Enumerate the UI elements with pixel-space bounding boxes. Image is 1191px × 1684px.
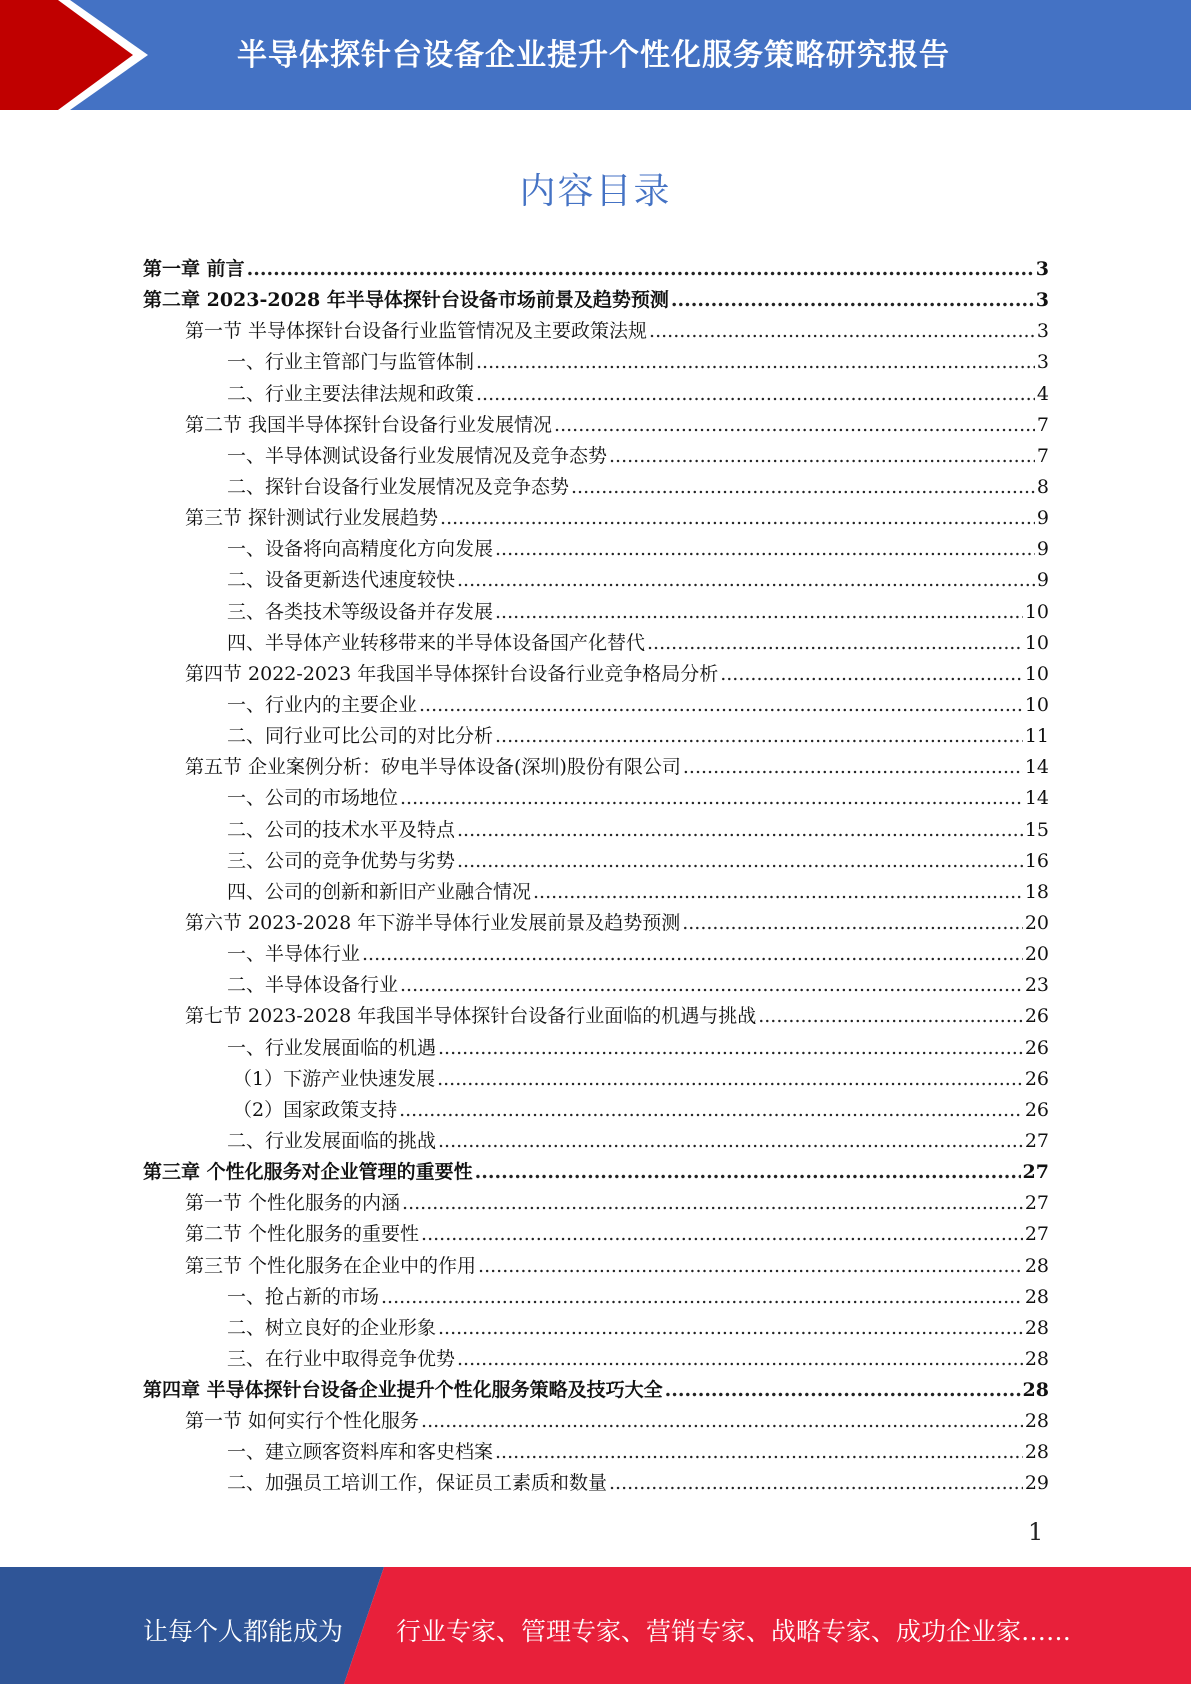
toc-dot-leader (421, 1219, 1023, 1250)
toc-entry-page: 26 (1024, 1036, 1049, 1059)
toc-entry-page: 8 (1036, 475, 1049, 498)
toc-dot-leader (609, 1468, 1023, 1499)
toc-entry-page: 28 (1024, 1441, 1049, 1464)
toc-entry-page: 26 (1024, 1067, 1049, 1090)
toc-entry[interactable] (143, 1219, 1049, 1250)
toc-entry-title: 二、加强员工培训工作，保证员工素质和数量 (227, 1472, 608, 1495)
toc-entry-page: 3 (1035, 289, 1049, 312)
toc-entry-page: 26 (1024, 1005, 1049, 1028)
toc-dot-leader (362, 939, 1023, 970)
toc-entry[interactable] (143, 503, 1049, 534)
toc-dot-leader (437, 1064, 1023, 1095)
toc-dot-leader (609, 441, 1035, 472)
toc-dot-leader (533, 877, 1023, 908)
toc-entry-title: 第四章 半导体探针台设备企业提升个性化服务策略及技巧大全 (143, 1379, 663, 1402)
toc-entry-title: 四、公司的创新和新旧产业融合情况 (227, 880, 532, 903)
toc-dot-leader (247, 254, 1034, 285)
toc-entry-title: （2）国家政策支持 (233, 1098, 398, 1121)
toc-entry[interactable] (143, 628, 1049, 659)
toc-entry-title: 二、探针台设备行业发展情况及竞争态势 (227, 475, 570, 498)
toc-entry[interactable] (143, 1344, 1049, 1375)
toc-entry[interactable] (143, 1126, 1049, 1157)
toc-entry[interactable] (143, 1406, 1049, 1437)
toc-entry-title: 四、半导体产业转移带来的半导体设备国产化替代 (227, 631, 646, 654)
toc-entry-title: 二、同行业可比公司的对比分析 (227, 725, 494, 748)
toc-entry[interactable] (143, 1033, 1049, 1064)
toc-entry-title: 一、行业发展面临的机遇 (227, 1036, 437, 1059)
toc-entry-page: 14 (1024, 756, 1049, 779)
toc-entry[interactable] (143, 597, 1049, 628)
toc-entry-title: 三、公司的竞争优势与劣势 (227, 849, 456, 872)
toc-entry-title: 二、树立良好的企业形象 (227, 1316, 437, 1339)
toc-entry[interactable] (143, 1251, 1049, 1282)
toc-dot-leader (457, 846, 1023, 877)
toc-dot-leader (440, 503, 1035, 534)
toc-dot-leader (571, 472, 1035, 503)
toc-entry-page: 14 (1024, 787, 1049, 810)
toc-entry-page: 3 (1036, 351, 1049, 374)
toc-entry-page: 27 (1024, 1129, 1049, 1152)
report-header-band (0, 0, 1191, 110)
toc-entry[interactable] (143, 939, 1049, 970)
toc-dot-leader (457, 565, 1035, 596)
toc-dot-leader (438, 1033, 1023, 1064)
toc-entry-title: 一、公司的市场地位 (227, 787, 399, 810)
toc-entry-page: 20 (1024, 943, 1049, 966)
toc-entry[interactable] (143, 565, 1049, 596)
toc-entry[interactable] (143, 472, 1049, 503)
toc-dot-leader (402, 1188, 1023, 1219)
toc-entry-page: 10 (1024, 600, 1049, 623)
toc-entry[interactable] (143, 347, 1049, 378)
toc-entry[interactable] (143, 379, 1049, 410)
toc-entry-title: 第一节 个性化服务的内涵 (185, 1192, 401, 1215)
footer-banner (0, 1567, 1191, 1684)
toc-dot-leader (495, 1437, 1023, 1468)
toc-entry[interactable] (143, 1064, 1049, 1095)
toc-dot-leader (475, 1157, 1021, 1188)
toc-entry[interactable] (143, 970, 1049, 1001)
toc-entry[interactable] (143, 1095, 1049, 1126)
table-of-contents (143, 254, 1049, 1500)
toc-dot-leader (400, 970, 1023, 1001)
toc-entry[interactable] (143, 1188, 1049, 1219)
toc-entry[interactable] (143, 410, 1049, 441)
toc-entry-page: 10 (1024, 662, 1049, 685)
toc-entry[interactable] (143, 1157, 1049, 1188)
toc-dot-leader (400, 783, 1023, 814)
toc-entry[interactable] (143, 1282, 1049, 1313)
toc-entry-title: 第五节 企业案例分析：矽电半导体设备(深圳)股份有限公司 (185, 756, 681, 779)
toc-dot-leader (495, 721, 1023, 752)
toc-entry-page: 7 (1036, 413, 1049, 436)
toc-entry-title: 第六节 2023-2028 年下游半导体行业发展前景及趋势预测 (185, 911, 681, 934)
toc-entry-title: 三、各类技术等级设备并存发展 (227, 600, 494, 623)
toc-dot-leader (419, 690, 1023, 721)
toc-entry[interactable] (143, 659, 1049, 690)
toc-entry-page: 3 (1036, 320, 1049, 343)
toc-entry-page: 26 (1024, 1098, 1049, 1121)
toc-dot-leader (421, 1406, 1023, 1437)
toc-entry-title: 二、行业主要法律法规和政策 (227, 382, 475, 405)
toc-entry[interactable] (143, 721, 1049, 752)
toc-entry-page: 28 (1024, 1316, 1049, 1339)
toc-entry-title: 二、半导体设备行业 (227, 974, 399, 997)
toc-entry[interactable] (143, 534, 1049, 565)
toc-entry-title: 第三节 个性化服务在企业中的作用 (185, 1254, 477, 1277)
toc-entry-page: 29 (1024, 1472, 1049, 1495)
toc-entry-title: 第一节 半导体探针台设备行业监管情况及主要政策法规 (185, 320, 648, 343)
toc-entry[interactable] (143, 254, 1049, 285)
toc-entry-title: （1）下游产业快速发展 (233, 1067, 436, 1090)
toc-entry-page: 4 (1036, 382, 1049, 405)
toc-entry-title: 一、行业主管部门与监管体制 (227, 351, 475, 374)
toc-entry-title: 第三章 个性化服务对企业管理的重要性 (143, 1161, 473, 1184)
toc-entry-page: 18 (1024, 880, 1049, 903)
toc-entry[interactable] (143, 815, 1049, 846)
toc-entry-title: 第七节 2023-2028 年我国半导体探针台设备行业面临的机遇与挑战 (185, 1005, 757, 1028)
toc-dot-leader (682, 908, 1023, 939)
toc-dot-leader (720, 659, 1023, 690)
toc-entry-page: 11 (1024, 725, 1049, 748)
toc-entry-title: 二、公司的技术水平及特点 (227, 818, 456, 841)
toc-entry[interactable] (143, 441, 1049, 472)
toc-entry-title: 一、抢占新的市场 (227, 1285, 380, 1308)
toc-entry[interactable] (143, 846, 1049, 877)
toc-entry-title: 一、半导体测试设备行业发展情况及竞争态势 (227, 444, 608, 467)
toc-entry[interactable] (143, 908, 1049, 939)
report-title: 半导体探针台设备企业提升个性化服务策略研究报告 (237, 38, 950, 73)
toc-dot-leader (399, 1095, 1023, 1126)
toc-dot-leader (438, 1313, 1023, 1344)
toc-entry-page: 16 (1024, 849, 1049, 872)
toc-entry-title: 第二节 个性化服务的重要性 (185, 1223, 420, 1246)
toc-entry-title: 一、行业内的主要企业 (227, 693, 418, 716)
toc-entry-page: 28 (1024, 1254, 1049, 1277)
toc-dot-leader (495, 597, 1023, 628)
toc-entry-page: 3 (1035, 258, 1049, 280)
toc-entry-title: 第二节 我国半导体探针台设备行业发展情况 (185, 413, 553, 436)
toc-dot-leader (649, 316, 1035, 347)
toc-entry[interactable] (143, 1437, 1049, 1468)
footer-slogan-right: 行业专家、管理专家、营销专家、战略专家、成功企业家…… (396, 1617, 1072, 1646)
page-number: 1 (1028, 1518, 1044, 1546)
toc-entry-page: 7 (1036, 444, 1049, 467)
toc-dot-leader (758, 1001, 1023, 1032)
toc-entry-title: 第一章 前言 (143, 258, 245, 280)
toc-entry-title: 一、设备将向高精度化方向发展 (227, 538, 494, 561)
toc-entry-title: 第四节 2022-2023 年我国半导体探针台设备行业竞争格局分析 (185, 662, 719, 685)
toc-dot-leader (647, 628, 1023, 659)
toc-entry-title: 一、建立顾客资料库和客史档案 (227, 1441, 494, 1464)
toc-entry-page: 9 (1036, 507, 1049, 530)
toc-entry-page: 23 (1024, 974, 1049, 997)
toc-entry[interactable] (143, 752, 1049, 783)
toc-dot-leader (476, 347, 1035, 378)
toc-entry-title: 二、设备更新迭代速度较快 (227, 569, 456, 592)
toc-entry[interactable] (143, 1468, 1049, 1499)
toc-dot-leader (554, 410, 1035, 441)
toc-entry-page: 27 (1022, 1161, 1049, 1184)
toc-dot-leader (476, 379, 1035, 410)
toc-entry[interactable] (143, 1001, 1049, 1032)
toc-entry-page: 28 (1022, 1379, 1049, 1402)
toc-entry[interactable] (143, 316, 1049, 347)
toc-entry-page: 10 (1024, 631, 1049, 654)
toc-entry[interactable] (143, 783, 1049, 814)
footer-slogan-left: 让每个人都能成为 (143, 1617, 344, 1646)
toc-entry-title: 三、在行业中取得竞争优势 (227, 1347, 456, 1370)
toc-entry-page: 28 (1024, 1285, 1049, 1308)
toc-entry-title: 第二章 2023-2028 年半导体探针台设备市场前景及趋势预测 (143, 289, 669, 312)
toc-dot-leader (683, 752, 1023, 783)
toc-entry-page: 9 (1036, 569, 1049, 592)
toc-dot-leader (478, 1251, 1023, 1282)
toc-entry-page: 27 (1024, 1192, 1049, 1215)
toc-entry[interactable] (143, 877, 1049, 908)
toc-dot-leader (457, 1344, 1023, 1375)
toc-dot-leader (671, 285, 1034, 316)
toc-entry-page: 28 (1024, 1347, 1049, 1370)
toc-entry-page: 20 (1024, 911, 1049, 934)
toc-heading: 内容目录 (519, 171, 672, 212)
toc-dot-leader (381, 1282, 1023, 1313)
toc-dot-leader (438, 1126, 1023, 1157)
toc-entry[interactable] (143, 285, 1049, 316)
toc-entry-page: 28 (1024, 1410, 1049, 1433)
toc-entry-page: 10 (1024, 693, 1049, 716)
toc-entry-title: 一、半导体行业 (227, 943, 361, 966)
toc-entry-page: 9 (1036, 538, 1049, 561)
toc-entry[interactable] (143, 690, 1049, 721)
toc-entry-page: 15 (1024, 818, 1049, 841)
toc-entry-title: 第一节 如何实行个性化服务 (185, 1410, 420, 1433)
toc-entry-title: 第三节 探针测试行业发展趋势 (185, 507, 439, 530)
toc-dot-leader (495, 534, 1035, 565)
toc-entry-title: 二、行业发展面临的挑战 (227, 1129, 437, 1152)
toc-entry[interactable] (143, 1375, 1049, 1406)
toc-entry-page: 27 (1024, 1223, 1049, 1246)
toc-dot-leader (665, 1375, 1021, 1406)
toc-entry[interactable] (143, 1313, 1049, 1344)
toc-dot-leader (457, 815, 1023, 846)
